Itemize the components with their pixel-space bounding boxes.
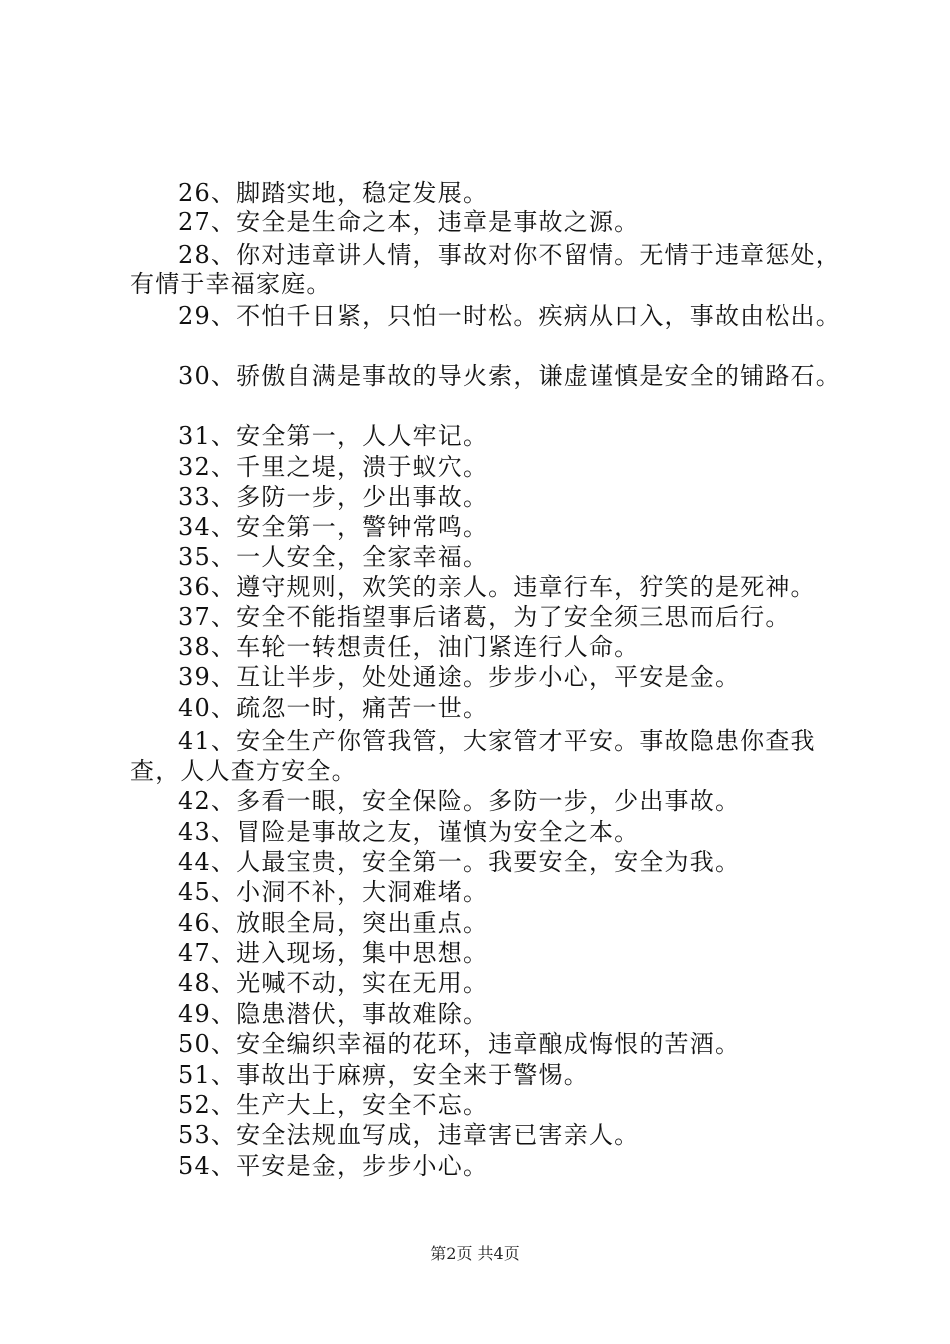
item-29: 29、不怕千日紧，只怕一时松。疾病从口入，事故由松出。 bbox=[178, 302, 841, 330]
item-45: 45、小洞不补，大洞难堵。 bbox=[178, 878, 489, 906]
item-49: 49、隐患潜伏，事故难除。 bbox=[178, 1000, 489, 1028]
item-37: 37、安全不能指望事后诸葛，为了安全须三思而后行。 bbox=[178, 603, 791, 631]
item-47: 47、进入现场，集中思想。 bbox=[178, 939, 489, 967]
item-39: 39、互让半步，处处通途。步步小心，平安是金。 bbox=[178, 663, 741, 691]
item-42: 42、多看一眼，安全保险。多防一步，少出事故。 bbox=[178, 787, 741, 815]
item-34: 34、安全第一，警钟常鸣。 bbox=[178, 513, 489, 541]
item-28-continuation: 有情于幸福家庭。 bbox=[130, 270, 332, 298]
item-35: 35、一人安全，全家幸福。 bbox=[178, 543, 489, 571]
item-53: 53、安全法规血写成，违章害已害亲人。 bbox=[178, 1121, 640, 1149]
item-48: 48、光喊不动，实在无用。 bbox=[178, 969, 489, 997]
item-26: 26、脚踏实地，稳定发展。 bbox=[178, 179, 489, 207]
item-51: 51、事故出于麻痹，安全来于警惕。 bbox=[178, 1061, 589, 1089]
item-44: 44、人最宝贵，安全第一。我要安全，安全为我。 bbox=[178, 848, 741, 876]
item-28: 28、你对违章讲人情，事故对你不留情。无情于违章惩处， bbox=[178, 241, 841, 269]
item-32: 32、千里之堤，溃于蚁穴。 bbox=[178, 453, 489, 481]
item-36: 36、遵守规则，欢笑的亲人。违章行车，狞笑的是死神。 bbox=[178, 573, 816, 601]
item-40: 40、疏忽一时，痛苦一世。 bbox=[178, 694, 489, 722]
item-41-continuation: 查，人人查方安全。 bbox=[130, 757, 357, 785]
item-52: 52、生产大上，安全不忘。 bbox=[178, 1091, 489, 1119]
item-46: 46、放眼全局，突出重点。 bbox=[178, 909, 489, 937]
item-43: 43、冒险是事故之友，谨慎为安全之本。 bbox=[178, 818, 640, 846]
item-38: 38、车轮一转想责任，油门紧连行人命。 bbox=[178, 633, 640, 661]
item-41: 41、安全生产你管我管，大家管才平安。事故隐患你查我 bbox=[178, 727, 816, 755]
item-31: 31、安全第一，人人牢记。 bbox=[178, 422, 489, 450]
item-33: 33、多防一步，少出事故。 bbox=[178, 483, 489, 511]
item-50: 50、安全编织幸福的花环，违章酿成悔恨的苦酒。 bbox=[178, 1030, 741, 1058]
item-30: 30、骄傲自满是事故的导火索，谦虚谨慎是安全的铺路石。 bbox=[178, 362, 841, 390]
page-footer: 第2页 共4页 bbox=[430, 1244, 520, 1263]
item-54: 54、平安是金，步步小心。 bbox=[178, 1152, 489, 1180]
item-27: 27、安全是生命之本，违章是事故之源。 bbox=[178, 208, 640, 236]
